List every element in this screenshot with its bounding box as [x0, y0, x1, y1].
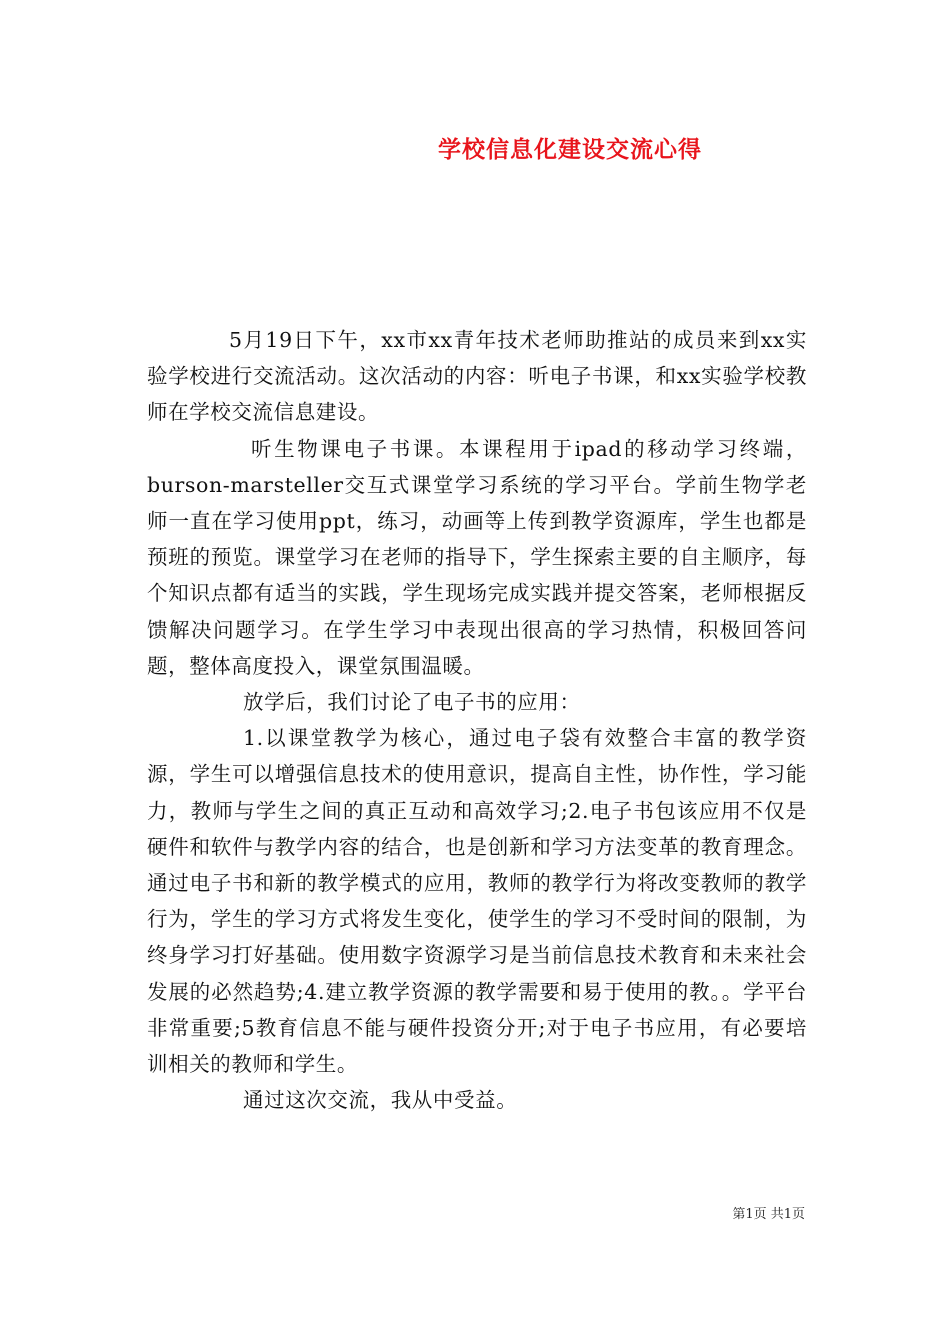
paragraph-3: 放学后，我们讨论了电子书的应用：	[243, 690, 581, 715]
document-title: 学校信息化建设交流心得	[438, 137, 702, 163]
paragraph-5: 通过这次交流，我从中受益。	[243, 1088, 518, 1113]
document-body	[147, 322, 807, 1118]
page-number-footer: 第1页 共1页	[732, 1207, 805, 1222]
paragraph-1: 5月19日下午，xx市xx青年技术老师助推站的成员来到xx实验学校进行交流活动。这次活动的内容：听电子书课，和xx实验学校教师在学校交流信息建设。	[147, 328, 807, 425]
paragraph-2: 听生物课电子书课。本课程用于ipad的移动学习终端，burson-marsteller交互式课堂学习系统的学习平台。学前生物学老师一直在学习使用ppt，练习，动画等上传到教学资源库，学生也都是预班的预览。课堂学习在老师的指导下，学生探索主要的自主顺序，每个知识点都有适当的实践，学生现场完成实践并提交答案，老师根据反馈解决问题学习。在学生学习中表现出很高的学习热情，积极回答问题，整体高度投入，课堂氛围温暖。	[147, 436, 807, 678]
paragraph-4: 1.以课堂教学为核心，通过电子袋有效整合丰富的教学资源，学生可以增强信息技术的使用意识，提高自主性，协作性，学习能力，教师与学生之间的真正互动和高效学习;2.电子书包该应用不仅是硬件和软件与教学内容的结合，也是创新和学习方法变革的教育理念。通过电子书和新的教学模式的应用，教师的教学行为将改变教师的教学行为，学生的学习方式将发生变化，使学生的学习不受时间的限制，为终身学习打好基础。使用数字资源学习是当前信息技术教育和未来社会发展的必然趋势;4.建立教学资源的教学需要和易于使用的教。。学平台非常重要;5教育信息不能与硬件投资分开;对于电子书应用，有必要培训相关的教师和学生。	[147, 726, 807, 1077]
